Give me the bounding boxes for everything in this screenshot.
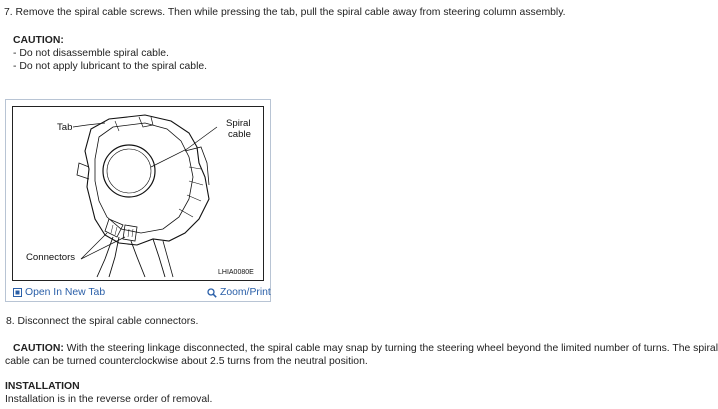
caution-2-line-2: cable can be turned counterclockwise about 2.5 turns from the neutral position. [5, 356, 368, 367]
step-8-text: 8. Disconnect the spiral cable connectors. [6, 316, 199, 327]
caution-2-line-1 [13, 343, 718, 354]
open-in-new-tab-label: Open In New Tab [25, 287, 106, 298]
spiral-cable-label-line1: Spiral [226, 118, 251, 129]
step-7-text: 7. Remove the spiral cable screws. Then while pressing the tab, pull the spiral cable away from steering column assembly. [4, 7, 566, 18]
caution-item-disassemble: - Do not disassemble spiral cable. [13, 48, 169, 59]
caution-heading: CAUTION: [13, 35, 64, 46]
caution-item-lubricant: - Do not apply lubricant to the spiral cable. [13, 61, 208, 72]
zoom-print-label: Zoom/Print [220, 287, 271, 298]
magnifier-icon [207, 288, 217, 298]
spiral-cable-label-line2: cable [228, 129, 251, 140]
figure-code: LHIA0080E [218, 269, 254, 276]
zoom-print-link[interactable] [207, 287, 271, 298]
installation-heading: INSTALLATION [5, 381, 80, 392]
figure-container [5, 99, 271, 302]
installation-text: Installation is in the reverse order of removal. [5, 394, 213, 405]
open-in-new-tab-link[interactable] [13, 287, 105, 298]
spiral-cable-illustration [12, 106, 264, 281]
caution-2-text: With the steering linkage disconnected, the spiral cable may snap by turning the steering wheel beyond the limited number of turns. The spiral [63, 343, 718, 354]
open-tab-icon [13, 288, 22, 297]
connectors-label: Connectors [26, 252, 76, 263]
tab-label: Tab [57, 122, 73, 133]
caution-2-heading: CAUTION: [13, 343, 64, 354]
